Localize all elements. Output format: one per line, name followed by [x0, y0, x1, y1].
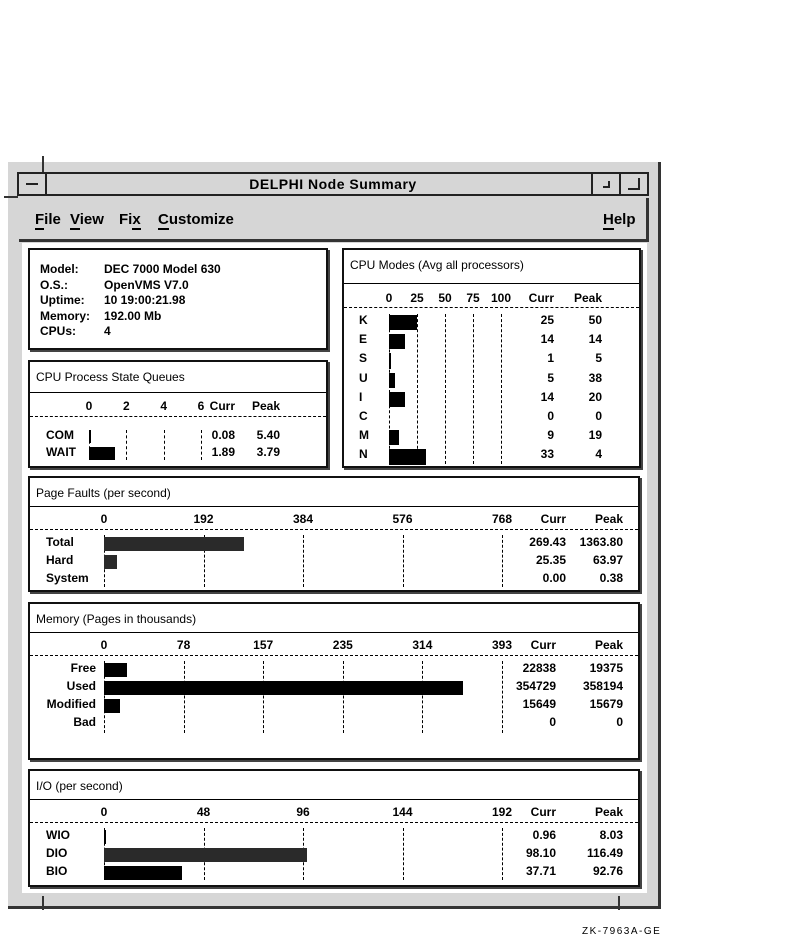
row-label-k: K [359, 313, 368, 327]
divider [344, 283, 639, 284]
curr-value: 0.08 [211, 428, 235, 442]
axis-tick-label: 50 [438, 291, 452, 305]
bar-wio [104, 830, 106, 844]
curr-value: 14 [540, 332, 554, 347]
axis-tick-label: 192 [491, 805, 513, 819]
col-header-peak: Peak [251, 399, 280, 413]
divider-dashed [30, 529, 638, 530]
gridline [343, 661, 344, 733]
peak-value: 8.03 [599, 828, 623, 842]
gridline [403, 828, 404, 880]
row-label-total: Total [46, 535, 74, 549]
menu-customize-mnemonic: C [158, 211, 169, 228]
axis-tick-label: 75 [466, 291, 480, 305]
col-header-curr: Curr [209, 399, 235, 413]
peak-value: 1363.80 [579, 535, 623, 549]
row-label-system: System [46, 571, 89, 585]
col-header-peak: Peak [573, 291, 602, 305]
gridline [502, 535, 503, 587]
peak-value: 5.40 [256, 428, 280, 442]
divider [30, 506, 638, 507]
axis-tick-label: 96 [296, 805, 310, 819]
col-header-peak: Peak [594, 638, 623, 652]
info-value: 4 [104, 324, 111, 338]
bar-total [104, 537, 244, 551]
peak-value: 14 [588, 332, 602, 347]
peak-value: 63.97 [592, 553, 623, 567]
resize-handle-bottom-right[interactable] [618, 896, 620, 910]
cpu-modes-title: CPU Modes (Avg all processors) [350, 258, 524, 272]
row-label-u: U [359, 370, 368, 385]
curr-value: 0 [549, 715, 556, 729]
peak-value: 4 [595, 447, 602, 462]
menu-file-label: ile [44, 211, 61, 228]
axis-tick-label: 393 [491, 638, 513, 652]
curr-value: 15649 [522, 697, 556, 711]
col-header-curr: Curr [528, 291, 554, 305]
cpu-modes-panel [342, 248, 641, 468]
bar-wait [89, 447, 115, 460]
row-label-c: C [359, 409, 368, 423]
menu-customize-label: ustomize [168, 211, 234, 228]
col-header-curr: Curr [530, 638, 556, 652]
curr-value: 98.10 [525, 846, 556, 860]
row-label-e: E [359, 332, 368, 347]
curr-value: 1 [547, 351, 554, 366]
io-panel [28, 769, 640, 887]
peak-value: 116.49 [586, 846, 623, 860]
axis-tick-label: 0 [100, 805, 108, 819]
axis-tick-label: 78 [176, 638, 191, 652]
info-label: O.S.: [40, 277, 69, 292]
curr-value: 0.96 [532, 828, 556, 842]
minimize-button[interactable] [591, 174, 619, 194]
gridline [263, 661, 264, 733]
axis-tick-label: 576 [392, 512, 413, 526]
col-header-peak: Peak [594, 512, 623, 526]
row-label-s: S [359, 351, 368, 366]
bar-used [104, 681, 463, 695]
peak-value: 0 [595, 409, 602, 423]
col-header-curr: Curr [540, 512, 566, 526]
curr-value: 354729 [515, 679, 556, 693]
curr-value: 5 [547, 370, 554, 385]
peak-value: 38 [588, 370, 602, 385]
info-value: DEC 7000 Model 630 [104, 262, 221, 276]
minimize-icon [603, 181, 610, 188]
bar-u [389, 373, 395, 388]
resize-handle-bottom-left[interactable] [42, 896, 44, 910]
maximize-icon [628, 178, 640, 190]
axis-tick-label: 157 [253, 638, 274, 652]
axis-tick-label: 2 [122, 399, 130, 413]
menu-bar [19, 198, 649, 242]
info-value: 10 19:00:21.98 [104, 293, 186, 307]
axis-tick-label: 4 [160, 399, 167, 413]
divider-dashed [30, 655, 638, 656]
curr-value: 25 [540, 313, 554, 327]
bar-k [389, 315, 417, 330]
axis-tick-label: 384 [292, 512, 314, 526]
curr-value: 14 [540, 389, 554, 404]
gridline [422, 661, 423, 733]
bar-bio [104, 866, 182, 880]
resize-handle-left[interactable] [4, 196, 18, 198]
system-info-panel [28, 248, 328, 350]
maximize-button[interactable] [619, 174, 647, 194]
divider-dashed [30, 416, 326, 417]
menu-fix[interactable] [119, 211, 141, 228]
window-title: DELPHI Node Summary [249, 176, 417, 192]
info-label: Model: [40, 262, 79, 276]
gridline [184, 661, 185, 733]
curr-value: 1.89 [211, 445, 235, 459]
menu-fix-label: Fi [119, 211, 133, 228]
bar-hard [104, 555, 117, 569]
peak-value: 3.79 [256, 445, 280, 459]
curr-value: 0 [547, 409, 554, 423]
axis-tick-label: 314 [412, 638, 433, 652]
menu-help-mnemonic: H [603, 211, 614, 228]
bar-m [389, 430, 399, 445]
divider [30, 632, 638, 633]
row-label-bad: Bad [73, 715, 96, 729]
info-label: Memory: [40, 308, 91, 323]
col-header-curr: Curr [530, 805, 556, 819]
axis-tick-label: 0 [100, 638, 108, 652]
bar-e [389, 334, 405, 349]
menu-file[interactable] [35, 211, 61, 228]
axis-tick-label: 144 [392, 805, 413, 819]
menu-view-mnemonic: V [70, 211, 80, 228]
axis-tick-label: 48 [196, 805, 211, 819]
curr-value: 33 [540, 447, 554, 462]
info-value: OpenVMS V7.0 [104, 277, 189, 292]
divider-dashed [30, 822, 638, 823]
menu-view[interactable] [70, 211, 104, 228]
row-label-modified: Modified [46, 697, 96, 711]
curr-value: 0.00 [542, 571, 566, 585]
axis-tick-label: 6 [197, 399, 205, 413]
peak-value: 0 [616, 715, 623, 729]
curr-value: 22838 [522, 661, 556, 675]
row-label-n: N [359, 447, 368, 462]
bar-com [89, 430, 91, 443]
row-label-dio: DIO [46, 846, 68, 860]
gridline [303, 535, 304, 587]
row-label-bio: BIO [46, 864, 68, 878]
peak-value: 358194 [582, 679, 623, 693]
io-title: I/O (per second) [36, 779, 123, 793]
peak-value: 0.38 [599, 571, 623, 585]
bar-free [104, 663, 127, 677]
divider [30, 392, 326, 393]
gridline [164, 430, 165, 460]
info-value: 192.00 Mb [104, 308, 162, 323]
info-label: Uptime: [40, 293, 85, 307]
info-label: CPUs: [40, 324, 77, 338]
menu-customize[interactable] [158, 211, 234, 228]
peak-value: 15679 [589, 697, 623, 711]
cpu-queues-panel [28, 360, 328, 468]
axis-tick-label: 192 [193, 512, 214, 526]
peak-value: 92.76 [592, 864, 623, 878]
cpu-queues-title: CPU Process State Queues [36, 370, 185, 384]
menu-fix-mnemonic: x [132, 211, 141, 228]
row-label-i: I [359, 389, 363, 404]
gridline [445, 314, 446, 464]
menu-file-mnemonic: F [35, 211, 45, 228]
figure-caption: ZK-7963A-GE [582, 926, 662, 937]
bar-s [389, 353, 391, 368]
gridline [417, 314, 418, 464]
curr-value: 269.43 [529, 535, 566, 549]
bar-dio [104, 848, 307, 862]
row-label-m: M [359, 428, 369, 443]
row-label-wait: WAIT [46, 445, 76, 459]
memory-title: Memory (Pages in thousands) [36, 612, 197, 626]
page-faults-title: Page Faults (per second) [36, 486, 171, 500]
bar-n [389, 449, 426, 464]
axis-tick-label: 100 [490, 291, 512, 305]
menu-view-label: iew [79, 211, 104, 228]
curr-value: 9 [547, 428, 554, 443]
row-label-hard: Hard [46, 553, 74, 567]
peak-value: 50 [588, 313, 602, 327]
axis-tick-label: 0 [385, 291, 393, 305]
memory-panel [28, 602, 640, 760]
row-label-wio: WIO [46, 828, 70, 842]
axis-tick-label: 235 [332, 638, 353, 652]
col-header-peak: Peak [594, 805, 623, 819]
row-label-used: Used [66, 679, 96, 693]
peak-value: 20 [588, 389, 602, 404]
bar-i [389, 392, 405, 407]
axis-tick-label: 0 [100, 512, 108, 526]
gridline [403, 535, 404, 587]
peak-value: 19 [588, 428, 602, 443]
menu-help-label: elp [613, 211, 636, 228]
page-faults-panel [28, 476, 640, 592]
curr-value: 37.71 [525, 864, 556, 878]
curr-value: 25.35 [535, 553, 566, 567]
row-label-com: COM [46, 428, 74, 442]
gridline [126, 430, 127, 460]
bar-modified [104, 699, 120, 713]
row-label-free: Free [70, 661, 96, 675]
axis-tick-label: 0 [85, 399, 93, 413]
axis-tick-label: 25 [410, 291, 424, 305]
peak-value: 5 [595, 351, 602, 366]
divider-dashed [344, 307, 639, 308]
peak-value: 19375 [589, 661, 623, 675]
gridline [473, 314, 474, 464]
menu-help[interactable] [603, 211, 636, 228]
divider [30, 799, 638, 800]
title-bar[interactable] [17, 172, 649, 196]
axis-tick-label: 768 [491, 512, 513, 526]
